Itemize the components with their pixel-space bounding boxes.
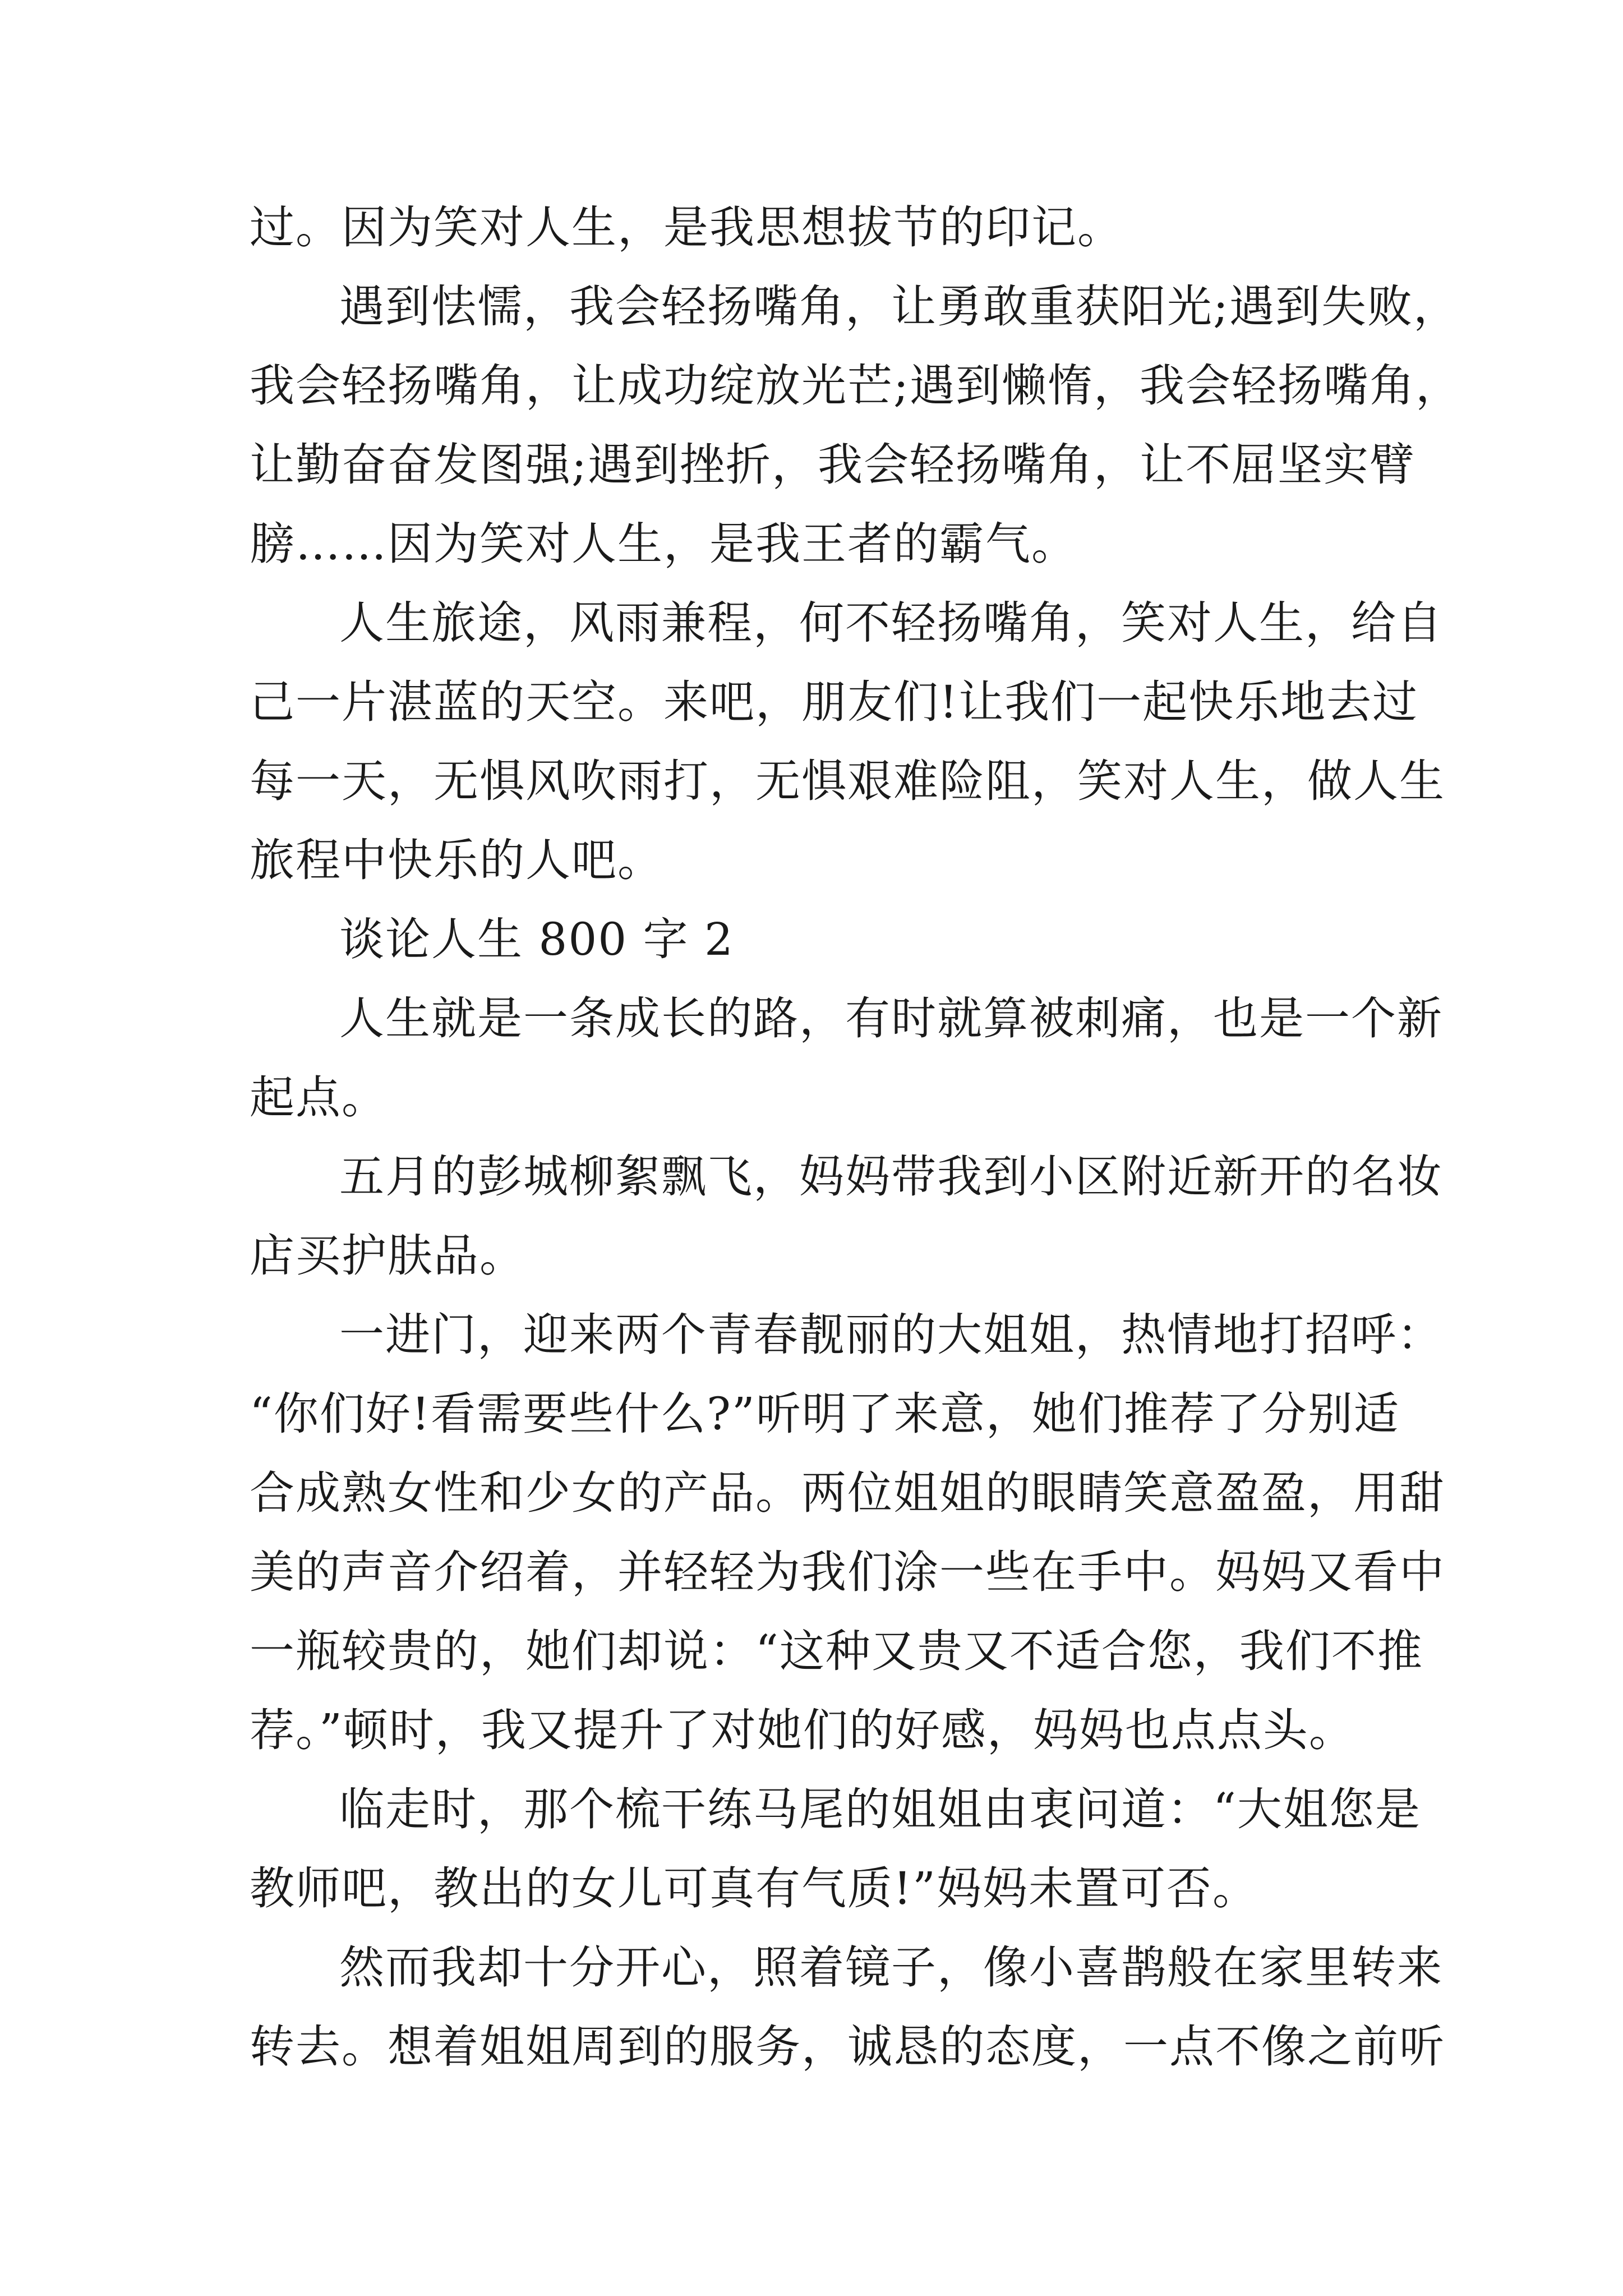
text-line: 美的声音介绍着，并轻轻为我们涂一些在手中。妈妈又看中	[250, 1546, 1445, 1598]
text-line: 我会轻扬嘴角，让成功绽放光芒;遇到懒惰，我会轻扬嘴角，	[250, 360, 1461, 412]
text-line: 转去。想着姐姐周到的服务，诚恳的态度，一点不像之前听	[250, 2021, 1445, 2073]
text-line: 教师吧，教出的女儿可真有气质!”妈妈未置可否。	[250, 1862, 1259, 1915]
text-line: 人生旅途，风雨兼程，何不轻扬嘴角，笑对人生，给自	[339, 597, 1443, 649]
text-line: 己一片湛蓝的天空。来吧，朋友们!让我们一起快乐地去过	[250, 676, 1419, 728]
text-line: 膀……因为笑对人生，是我王者的霸气。	[250, 518, 1077, 570]
text-line: 旅程中快乐的人吧。	[250, 834, 663, 886]
section-heading: 谈论人生 800 字 2	[339, 913, 734, 965]
text-line: 荐。”顿时，我又提升了对她们的好感，妈妈也点点头。	[250, 1704, 1355, 1756]
text-line: 一进门，迎来两个青春靓丽的大姐姐，热情地打招呼：	[339, 1309, 1443, 1361]
text-line: 遇到怯懦，我会轻扬嘴角，让勇敢重获阳光;遇到失败，	[339, 280, 1459, 333]
text-line: 然而我却十分开心，照着镜子，像小喜鹊般在家里转来	[339, 1941, 1443, 1994]
body-text	[250, 188, 1461, 2086]
text-line: 每一天，无惧风吹雨打，无惧艰难险阻，笑对人生，做人生	[250, 755, 1445, 807]
text-line: “你们好!看需要些什么?”听明了来意，她们推荐了分别适	[250, 1388, 1400, 1440]
text-line: 店买护肤品。	[250, 1230, 525, 1282]
text-line: 一瓶较贵的，她们却说：“这种又贵又不适合您，我们不推	[250, 1625, 1423, 1677]
text-line: 起点。	[250, 1071, 388, 1124]
text-line: 临走时，那个梳干练马尾的姐姐由衷问道：“大姐您是	[339, 1783, 1421, 1835]
text-line: 人生就是一条成长的路，有时就算被刺痛，也是一个新	[339, 992, 1443, 1045]
text-line: 合成熟女性和少女的产品。两位姐姐的眼睛笑意盈盈，用甜	[250, 1467, 1445, 1519]
text-line: 五月的彭城柳絮飘飞，妈妈带我到小区附近新开的名妆	[339, 1151, 1443, 1203]
text-line: 过。因为笑对人生，是我思想拔节的印记。	[250, 201, 1123, 254]
text-line: 让勤奋奋发图强;遇到挫折，我会轻扬嘴角，让不屈坚实臂	[250, 439, 1415, 491]
